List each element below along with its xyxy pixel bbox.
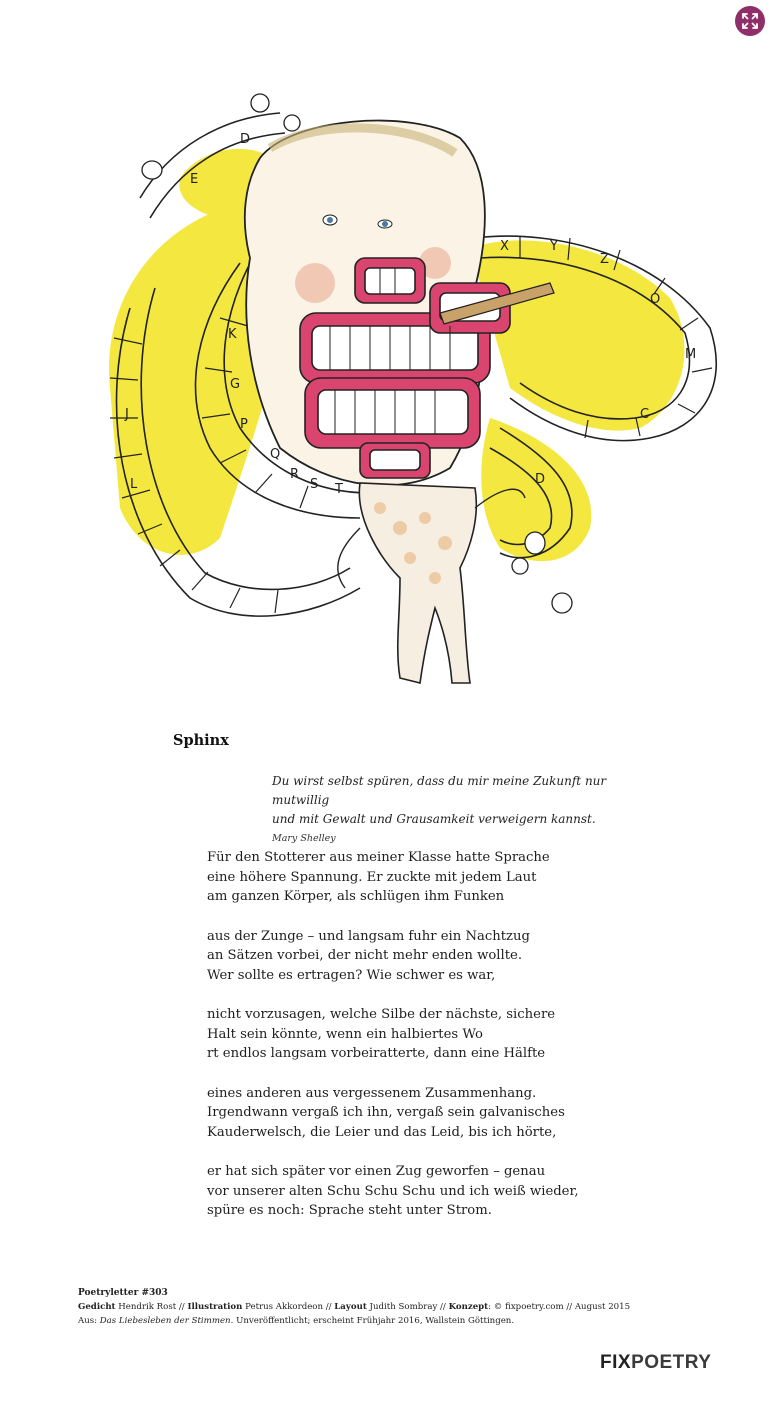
svg-text:Z: Z [600,252,609,267]
credits-footer [78,1286,698,1328]
stanza [207,1005,607,1064]
credits-line [78,1300,698,1314]
svg-text:E: E [190,172,199,187]
svg-text:G: G [230,377,241,392]
poem-line: Wer sollte es ertragen? Wie schwer es war, [207,967,496,983]
svg-text:O: O [650,292,661,307]
credit-value: Hendrik Rost // [115,1302,188,1312]
poem-line: an Sätzen vorbei, der nicht mehr enden wollte. [207,948,523,963]
credit-value: : © fixpoetry.com // August 2015 [488,1302,631,1312]
svg-text:Q: Q [270,447,281,462]
svg-text:J: J [125,407,129,422]
svg-text:L: L [130,477,138,492]
svg-text:T: T [335,482,343,497]
poem-line: Halt sein könnte, wenn ein halbiertes Wo [207,1026,483,1042]
poem-line: vor unserer alten Schu Schu Schu und ich weiß wieder, [207,1183,579,1199]
svg-text:M: M [685,347,697,362]
svg-text:P: P [240,417,248,432]
stanza [207,1084,607,1143]
epigraph-line: und mit Gewalt und Grausamkeit verweigern kannst. [272,812,596,826]
stanza [207,1162,607,1221]
svg-text:D: D [535,472,546,487]
stanza [207,927,607,986]
poem-line: nicht vorzusagen, welche Silbe der nächste, sichere [207,1007,556,1022]
stanza [207,848,607,907]
svg-text:X: X [500,239,509,254]
expand-icon [741,12,759,30]
poem-line: aus der Zunge – und langsam fuhr ein Nachtzug [207,928,530,944]
svg-text:C: C [640,407,650,422]
source-prefix: Aus: [78,1316,100,1326]
credit-label: Konzept [448,1302,489,1312]
poem-line: Für den Stotterer aus meiner Klasse hatte Sprache [207,850,550,865]
poem-body [207,848,607,1241]
poem-title: Sphinx [173,732,229,749]
logo-part: POETRY [631,1352,712,1373]
source-suffix: Unveröffentlicht; erscheint Frühjahr 2016, Wallstein Göttingen. [233,1316,515,1326]
svg-text:R: R [290,467,300,482]
poem-line: Irgendwann vergaß ich ihn, vergaß sein galvanisches [207,1105,565,1120]
svg-text:D: D [240,132,251,147]
source-line [78,1314,698,1328]
logo-part: FIX [600,1352,632,1373]
credit-label: Layout [334,1302,367,1312]
credit-value: Judith Sombray // [366,1302,449,1312]
expand-button[interactable] [735,6,765,36]
svg-text:Y: Y [550,239,558,254]
credit-label: Gedicht [78,1302,116,1312]
poem-line: Kauderwelsch, die Leier und das Leid, bis ich hörte, [207,1124,557,1140]
svg-text:K: K [228,327,237,342]
poem-line: spüre es noch: Sprache steht unter Strom. [207,1203,492,1218]
epigraph-author: Mary Shelley [272,833,336,844]
epigraph-line: Du wirst selbst spüren, dass du mir meine Zukunft nur mutwillig [272,774,607,807]
poem-line: er hat sich später vor einen Zug geworfen – genau [207,1164,546,1179]
source-title: Das Liebesleben der Stimmen. [99,1316,234,1326]
svg-text:S: S [310,477,319,492]
poem-line: am ganzen Körper, als schlügen ihm Funken [207,889,505,904]
credit-value: Petrus Akkordeon // [242,1302,335,1312]
poem-line: rt endlos langsam vorbeiratterte, dann eine Hälfte [207,1046,546,1061]
credit-label: Illustration [187,1302,243,1312]
poem-line: eines anderen aus vergessenem Zusammenhang. [207,1085,537,1101]
poem-line: eine höhere Spannung. Er zuckte mit jedem Laut [207,869,537,885]
epigraph [272,772,652,844]
sphinx-illustration [80,88,730,698]
fixpoetry-logo[interactable] [600,1352,711,1374]
issue-number: Poetryletter #303 [78,1288,168,1298]
